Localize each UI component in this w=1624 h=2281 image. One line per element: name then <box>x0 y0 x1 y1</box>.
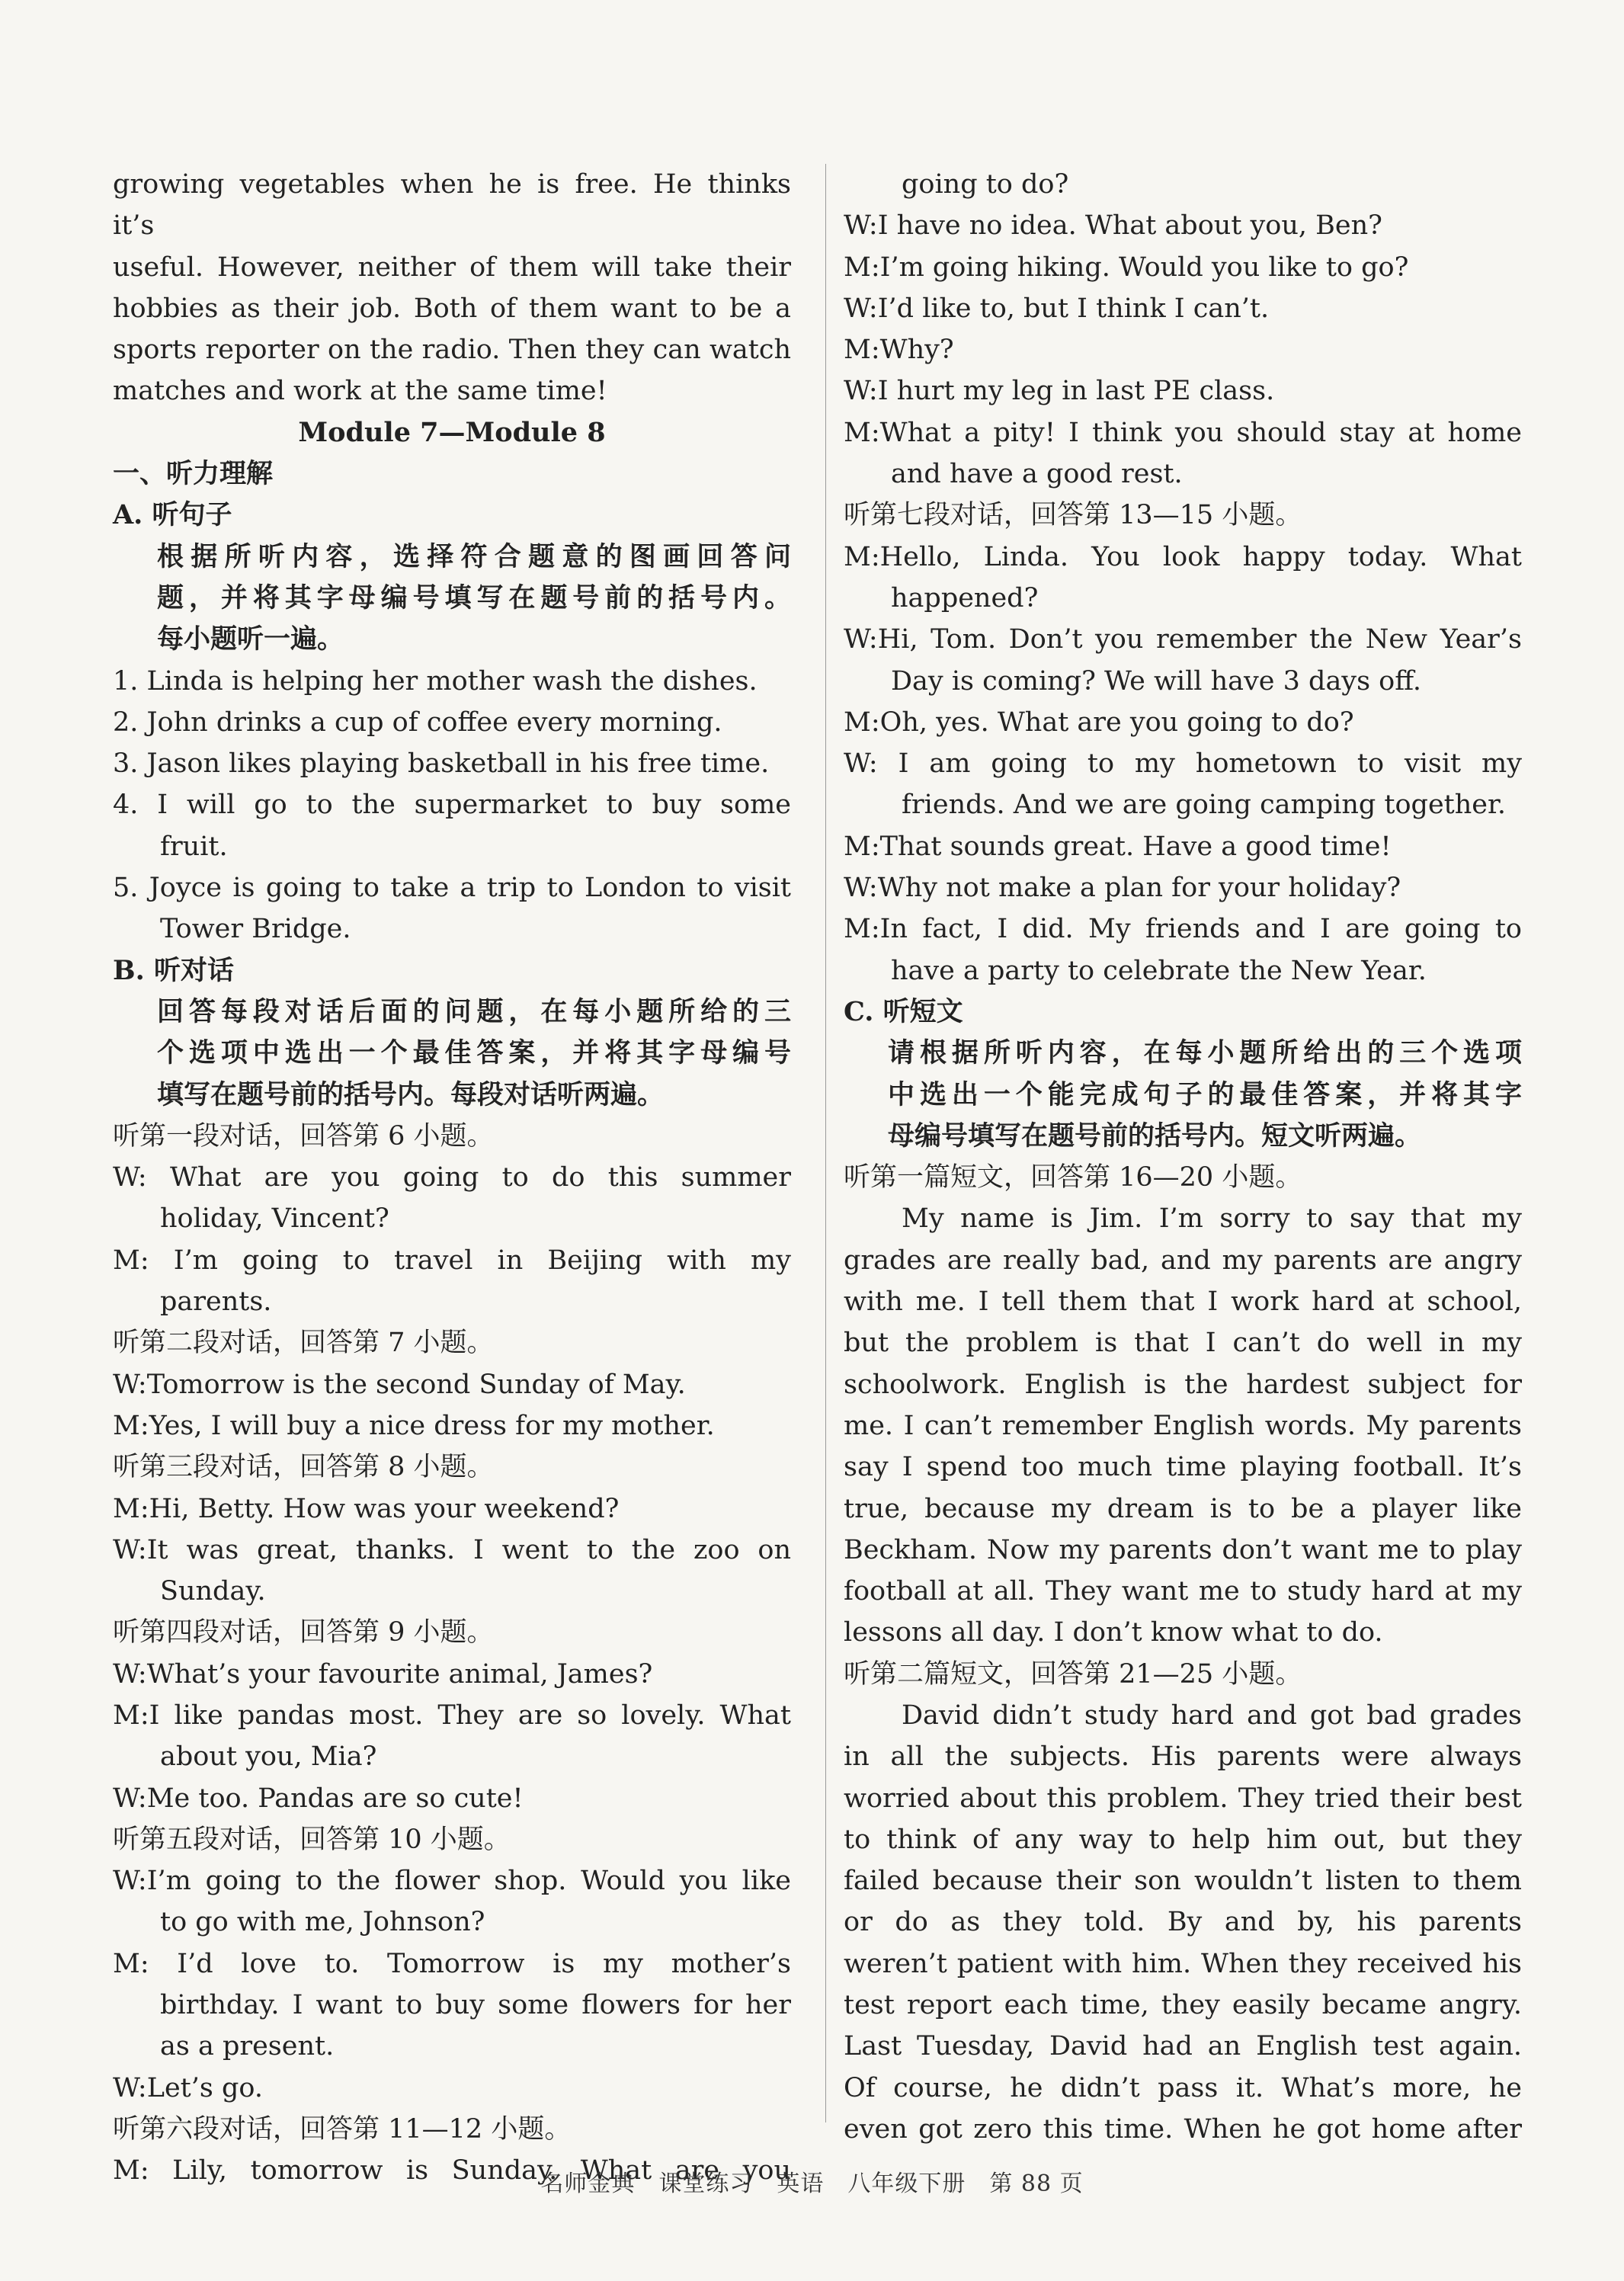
text-line: 请根据所听内容，在每小题所给出的三个选项 <box>888 1037 1522 1069</box>
text-line: 回答每段对话后面的问题，在每小题所给的三 <box>157 995 791 1027</box>
text-line: 中选出一个能完成句子的最佳答案，并将其字 <box>888 1078 1522 1110</box>
text-line: test report each time, they easily became angry. <box>844 1990 1522 2021</box>
text-line: hobbies as their job. Both of them want to be a <box>113 293 791 324</box>
text-line: W:I hurt my leg in last PE class. <box>844 376 1275 407</box>
text-line: birthday. I want to buy some flowers for her <box>160 1990 791 2021</box>
text-line: My name is Jim. I’m sorry to say that my <box>902 1203 1522 1235</box>
text-line: W:I have no idea. What about you, Ben? <box>844 210 1382 242</box>
text-line: W:Why not make a plan for your holiday? <box>844 873 1401 904</box>
text-line: W:Hi, Tom. Don’t you remember the New Year’s <box>844 624 1522 655</box>
left-column <box>113 164 800 2192</box>
text-line: me. I can’t remember English words. My parents <box>844 1410 1522 1441</box>
text-line: 3. Jason likes playing basketball in his free time. <box>113 748 770 780</box>
text-line: sports reporter on the radio. Then they can watch <box>113 335 791 366</box>
text-line: 1. Linda is helping her mother wash the dishes. <box>113 665 758 697</box>
text-line: 个选项中选出一个最佳答案，并将其字母编号 <box>157 1037 791 1069</box>
text-line: in all the subjects. His parents were always <box>844 1741 1522 1773</box>
text-line: to go with me, Johnson? <box>160 1907 485 1938</box>
text-line: 听第六段对话，回答第 11—12 小题。 <box>113 2113 572 2145</box>
text-line: M: I’d love to. Tomorrow is my mother’s <box>113 1948 791 1979</box>
column-divider <box>825 164 826 2122</box>
text-line: or do as they told. By and by, his parents <box>844 1907 1522 1938</box>
text-line: Sunday. <box>160 1576 266 1607</box>
text-line: C. 听短文 <box>844 995 963 1027</box>
text-line: growing vegetables when he is free. He thinks it’s <box>113 169 800 242</box>
text-line: 4. I will go to the supermarket to buy some <box>113 790 791 821</box>
text-line: Last Tuesday, David had an English test again. <box>844 2031 1522 2062</box>
text-line: schoolwork. English is the hardest subject for <box>844 1369 1522 1400</box>
text-line: Day is coming? We will have 3 days off. <box>891 665 1421 697</box>
text-line: W:Tomorrow is the second Sunday of May. <box>113 1369 686 1400</box>
text-line: as a present. <box>160 2031 335 2062</box>
text-line: M:I like pandas most. They are so lovely. What <box>113 1700 791 1731</box>
text-line: fruit. <box>160 831 228 862</box>
text-line: failed because their son wouldn’t listen to them <box>844 1866 1522 1897</box>
text-line: W:It was great, thanks. I went to the zoo on <box>113 1534 791 1565</box>
text-line: useful. However, neither of them will take their <box>113 251 791 283</box>
text-line: 填写在题号前的括号内。每段对话听两遍。 <box>157 1078 665 1110</box>
text-line: 每小题听一遍。 <box>157 623 344 655</box>
text-line: with me. I tell them that I work hard at school, <box>844 1286 1522 1318</box>
text-line: M: I’m going to travel in Beijing with my <box>113 1245 791 1276</box>
text-line: 听第一篇短文，回答第 16—20 小题。 <box>844 1162 1302 1193</box>
text-line: about you, Mia? <box>160 1741 377 1773</box>
text-line: M:Why? <box>844 335 954 366</box>
text-line: W:I’d like to, but I think I can’t. <box>844 293 1270 324</box>
text-line: Of course, he didn’t pass it. What’s more, he <box>844 2072 1522 2103</box>
text-line: Module 7—Module 8 <box>298 416 606 448</box>
text-line: 听第七段对话，回答第 13—15 小题。 <box>844 500 1302 531</box>
page-footer: 名师金典 课堂练习 英语 八年级下册 第 88 页 <box>540 2170 1084 2197</box>
text-line: M:I’m going hiking. Would you like to go? <box>844 251 1409 283</box>
text-line: going to do? <box>902 169 1069 200</box>
text-line: matches and work at the same time! <box>113 376 607 407</box>
text-line: M: Lily, tomorrow is Sunday. What are you <box>113 2155 791 2186</box>
text-line: M:In fact, I did. My friends and I are going to <box>844 914 1522 945</box>
text-line: 母编号填写在题号前的括号内。短文听两遍。 <box>888 1120 1422 1152</box>
text-line: Tower Bridge. <box>160 914 351 945</box>
text-line: to think of any way to help him out, but they <box>844 1824 1522 1855</box>
text-line: M:Yes, I will buy a nice dress for my mother. <box>113 1410 715 1441</box>
text-line: worried about this problem. They tried their best <box>844 1783 1522 1814</box>
text-line: 听第二篇短文，回答第 21—25 小题。 <box>844 1658 1302 1690</box>
text-line: W: What are you going to do this summer <box>113 1162 791 1193</box>
text-line: M:Hello, Linda. You look happy today. What <box>844 541 1522 572</box>
text-line: W:Let’s go. <box>113 2072 263 2103</box>
text-line: say I spend too much time playing football. It’s <box>844 1452 1522 1483</box>
text-line: even got zero this time. When he got home after <box>844 2113 1522 2145</box>
text-line: B. 听对话 <box>113 954 234 986</box>
text-line: 一、听力理解 <box>113 458 274 490</box>
text-line: 听第一段对话，回答第 6 小题。 <box>113 1120 494 1152</box>
text-line: 根据所听内容，选择符合题意的图画回答问 <box>157 540 791 572</box>
text-line: holiday, Vincent? <box>160 1203 389 1235</box>
text-line: W:Me too. Pandas are so cute! <box>113 1783 524 1814</box>
text-line: 听第二段对话，回答第 7 小题。 <box>113 1328 494 1359</box>
text-line: 听第五段对话，回答第 10 小题。 <box>113 1824 511 1855</box>
text-line: 5. Joyce is going to take a trip to London to visit <box>113 873 791 904</box>
text-line: M:What a pity! I think you should stay at home <box>844 417 1522 448</box>
text-line: W: I am going to my hometown to visit my <box>844 748 1522 780</box>
text-line: football at all. They want me to study hard at my <box>844 1576 1522 1607</box>
text-line: true, because my dream is to be a player like <box>844 1493 1522 1524</box>
text-line: and have a good rest. <box>891 459 1183 490</box>
text-line: grades are really bad, and my parents are angry <box>844 1245 1522 1276</box>
text-line: parents. <box>160 1286 272 1318</box>
text-line: M:Oh, yes. What are you going to do? <box>844 706 1354 738</box>
text-line: M:That sounds great. Have a good time! <box>844 831 1392 862</box>
right-column <box>844 164 1522 2150</box>
text-line: Beckham. Now my parents don’t want me to play <box>844 1534 1522 1565</box>
text-line: happened? <box>891 582 1039 613</box>
text-line: 2. John drinks a cup of coffee every morning. <box>113 706 722 738</box>
text-line: 听第四段对话，回答第 9 小题。 <box>113 1617 494 1648</box>
text-line: friends. And we are going camping together. <box>902 790 1506 821</box>
text-line: 听第三段对话，回答第 8 小题。 <box>113 1452 494 1483</box>
text-line: David didn’t study hard and got bad grades <box>902 1700 1522 1731</box>
text-line: 题，并将其字母编号填写在题号前的括号内。 <box>157 581 791 613</box>
text-line: have a party to celebrate the New Year. <box>891 955 1427 986</box>
text-line: but the problem is that I can’t do well in my <box>844 1328 1522 1359</box>
text-line: lessons all day. I don’t know what to do. <box>844 1617 1383 1648</box>
text-line: A. 听句子 <box>113 499 232 531</box>
text-line: W:What’s your favourite animal, James? <box>113 1658 653 1690</box>
text-line: W:I’m going to the flower shop. Would you like <box>113 1866 791 1897</box>
text-line: M:Hi, Betty. How was your weekend? <box>113 1493 620 1524</box>
text-line: weren’t patient with him. When they received his <box>844 1948 1522 1979</box>
